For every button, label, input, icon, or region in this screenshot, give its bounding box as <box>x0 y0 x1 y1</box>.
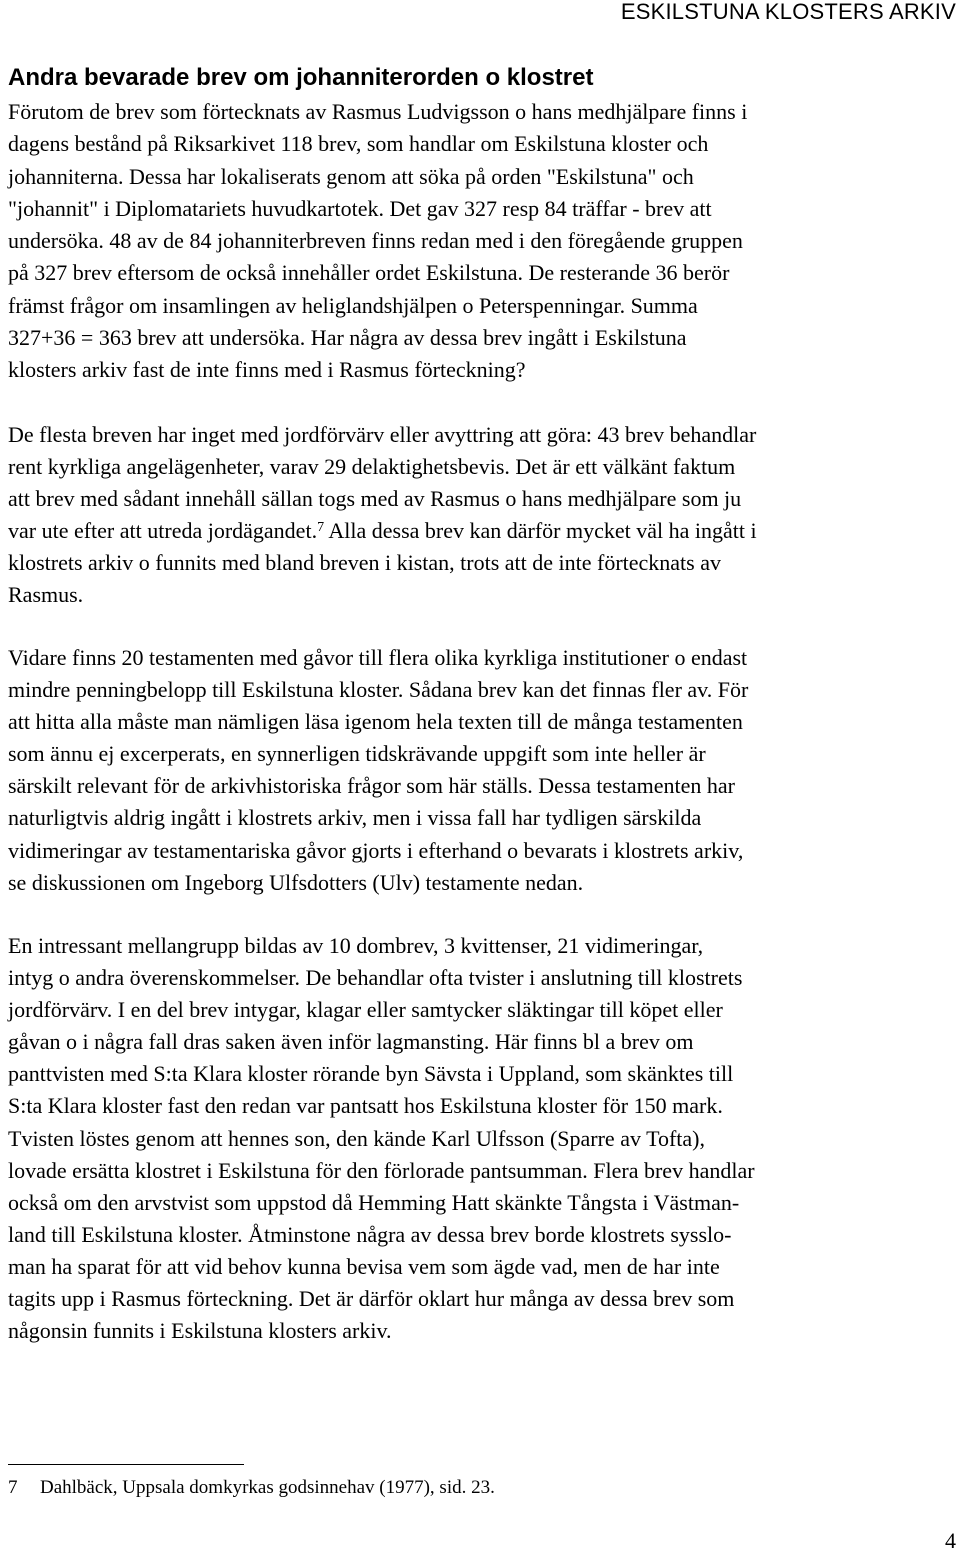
text-line: klostrets arkiv o funnits med bland breven i kistan, trots att de inte förtecknats av <box>8 550 721 576</box>
text-line <box>8 515 958 547</box>
text-line: någonsin funnits i Eskilstuna klosters arkiv. <box>8 1318 392 1344</box>
text-line: Vidare finns 20 testamenten med gåvor till flera olika kyrkliga institutioner o endast <box>8 645 748 670</box>
text-segment: var ute efter att utreda jordägandet. <box>8 518 318 544</box>
footnote <box>8 1476 495 1500</box>
text-line: "johannit" i Diplomatariets huvudkartotek. Det gav 327 resp 84 träffar - brev att <box>8 195 712 221</box>
text-line: rent kyrkliga angelägenheter, varav 29 delaktighetsbevis. Det är ett välkänt faktum <box>8 454 736 480</box>
footnote-text: Dahlbäck, Uppsala domkyrkas godsinnehav (1977), sid. 23. <box>40 1477 495 1498</box>
text-line: att hitta alla måste man nämligen läsa igenom hela texten till de många testamenten <box>8 709 743 735</box>
text-line: som ännu ej excerperats, en synnerligen tidskrävande uppgift som inte heller är <box>8 741 706 767</box>
text-line: tagits upp i Rasmus förteckning. Det är därför oklart hur många av dessa brev som <box>8 1286 735 1312</box>
text-line: främst frågor om insamlingen av heliglandshjälpen o Peterspenningar. Summa <box>8 292 698 318</box>
text-line: lovade ersätta klostret i Eskilstuna för den förlorade pantsumman. Flera brev handlar <box>8 1157 755 1183</box>
text-line: vidimeringar av testamentariska gåvor gjorts i efterhand o bevarats i klostrets arkiv, <box>8 837 744 863</box>
text-line: S:ta Klara kloster fast den redan var pantsatt hos Eskilstuna kloster för 150 mark. <box>8 1093 723 1119</box>
paragraph-2 <box>8 419 958 612</box>
text-line: på 327 brev eftersom de också innehåller ordet Eskilstuna. De resterande 36 berör <box>8 260 730 286</box>
text-line: dagens bestånd på Riksarkivet 118 brev, som handlar om Eskilstuna kloster och <box>8 131 709 157</box>
text-segment: Alla dessa brev kan därför mycket väl ha ingått i <box>324 518 757 544</box>
text-line: En intressant mellangrupp bildas av 10 dombrev, 3 kvittenser, 21 vidimeringar, <box>8 933 704 958</box>
text-line: att brev med sådant innehåll sällan togs med av Rasmus o hans medhjälpare som ju <box>8 486 742 512</box>
text-line: jordförvärv. I en del brev intygar, klagar eller samtycker släktingar till köpet eller <box>8 997 723 1023</box>
text-line: mindre penningbelopp till Eskilstuna kloster. Sådana brev kan det finnas fler av. För <box>8 677 749 703</box>
text-line: gåvan o i några fall dras saken även inför lagmansting. Här finns bl a brev om <box>8 1029 694 1055</box>
section-heading: Andra bevarade brev om johanniterorden o klostret <box>8 64 594 91</box>
text-line: naturligtvis aldrig ingått i klostrets arkiv, men i vissa fall har tydligen särskilda <box>8 805 702 831</box>
text-line: undersöka. 48 av de 84 johanniterbreven finns redan med i den föregående gruppen <box>8 228 743 254</box>
text-line: intyg o andra överenskommelser. De behandlar ofta tvister i anslutning till klostrets <box>8 965 743 991</box>
text-line: man ha sparat för att vid behov kunna bevisa vem som ägde vad, men de har inte <box>8 1253 720 1279</box>
text-line: särskilt relevant för de arkivhistoriska frågor som här ställs. Dessa testamenten har <box>8 773 735 799</box>
paragraph-3 <box>8 642 958 899</box>
paragraph-1 <box>8 96 958 387</box>
text-line: johanniterna. Dessa har lokaliserats genom att söka på orden "Eskilstuna" och <box>8 163 694 189</box>
text-line: panttvisten med S:ta Klara kloster rörande byn Sävsta i Uppland, som skänktes till <box>8 1061 734 1087</box>
footnote-number: 7 <box>8 1477 18 1498</box>
footnote-divider <box>8 1464 244 1465</box>
text-line: 327+36 = 363 brev att undersöka. Har några av dessa brev ingått i Eskilstuna <box>8 325 687 351</box>
text-line: land till Eskilstuna kloster. Åtminstone några av dessa brev borde klostrets sysslo- <box>8 1221 732 1247</box>
page-number: 4 <box>945 1528 956 1553</box>
footnote-marker[interactable]: 7 <box>317 520 325 536</box>
paragraph-4 <box>8 930 958 1347</box>
text-line: Förutom de brev som förtecknats av Rasmus Ludvigsson o hans medhjälpare finns i <box>8 99 748 124</box>
running-head: ESKILSTUNA KLOSTERS ARKIV <box>620 0 956 24</box>
text-line: Rasmus. <box>8 582 84 608</box>
text-line: se diskussionen om Ingeborg Ulfsdotters (Ulv) testamente nedan. <box>8 869 584 895</box>
text-line: De flesta breven har inget med jordförvärv eller avyttring att göra: 43 brev behandlar <box>8 422 757 447</box>
text-line: också om den arvstvist som uppstod då Hemming Hatt skänkte Tångsta i Västman- <box>8 1189 740 1215</box>
text-line: klosters arkiv fast de inte finns med i Rasmus förteckning? <box>8 357 526 383</box>
text-line: Tvisten löstes genom att hennes son, den kände Karl Ulfsson (Sparre av Tofta), <box>8 1125 705 1151</box>
